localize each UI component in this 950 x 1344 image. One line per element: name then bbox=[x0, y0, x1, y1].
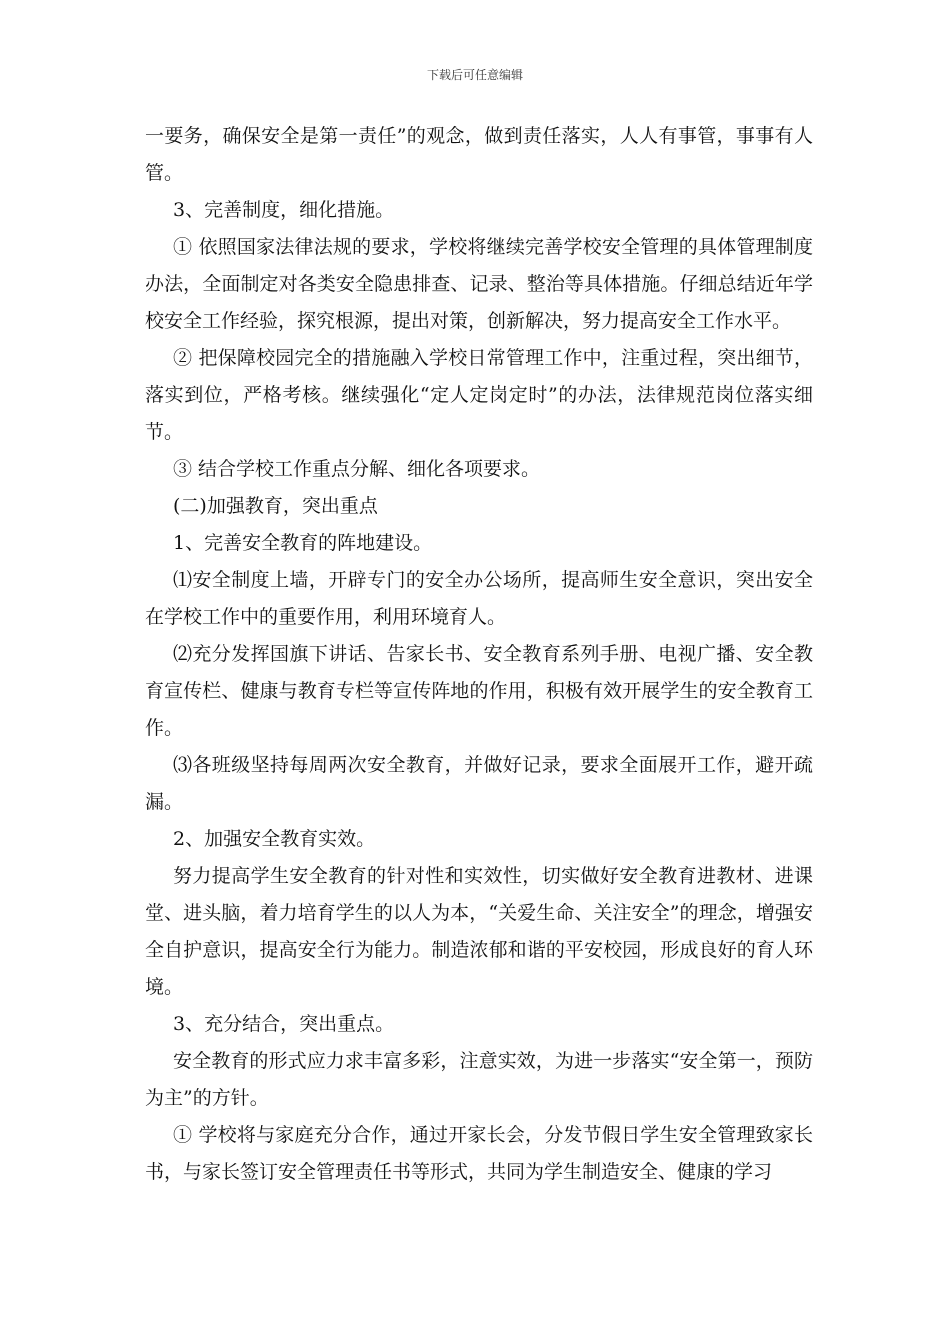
page-header: 下载后可任意编辑 bbox=[426, 68, 523, 82]
paragraph-9: ⑵充分发挥国旗下讲话、告家长书、安全教育系列手册、电视广播、安全教育宣传栏、健康与教育专栏等宣传阵地的作用，积极有效开展学生的安全教育工作。 bbox=[145, 643, 813, 739]
paragraph-6: (二)加强教育，突出重点 bbox=[173, 495, 378, 517]
paragraph-11: 2、加强安全教育实效。 bbox=[173, 828, 376, 850]
paragraph-3: ① 依照国家法律法规的要求，学校将继续完善学校安全管理的具体管理制度办法，全面制定对各类安全隐患排查、记录、整治等具体措施。仔细总结近年学校安全工作经验，探究根源，提出对策，创新解决，努力提高安全工作水平。 bbox=[145, 236, 813, 332]
paragraph-7: 1、完善安全教育的阵地建设。 bbox=[173, 532, 433, 554]
paragraph-10: ⑶各班级坚持每周两次安全教育，并做好记录，要求全面展开工作，避开疏漏。 bbox=[145, 754, 813, 813]
paragraph-1: 一要务，确保安全是第一责任”的观念，做到责任落实，人人有事管，事事有人管。 bbox=[145, 125, 813, 184]
document-body bbox=[145, 118, 813, 1191]
paragraph-5: ③ 结合学校工作重点分解、细化各项要求。 bbox=[173, 458, 541, 480]
paragraph-4: ② 把保障校园完全的措施融入学校日常管理工作中，注重过程，突出细节，落实到位，严格考核。继续强化“定人定岗定时”的办法，法律规范岗位落实细节。 bbox=[145, 347, 813, 443]
paragraph-14: 安全教育的形式应力求丰富多彩，注意实效，为进一步落实“安全第一，预防为主”的方针。 bbox=[145, 1050, 813, 1109]
paragraph-15: ① 学校将与家庭充分合作，通过开家长会，分发节假日学生安全管理致家长书，与家长签订安全管理责任书等形式，共同为学生制造安全、健康的学习 bbox=[145, 1124, 813, 1183]
paragraph-12: 努力提高学生安全教育的针对性和实效性，切实做好安全教育进教材、进课堂、进头脑，着力培育学生的以人为本，“关爱生命、关注安全”的理念，增强安全自护意识，提高安全行为能力。制造浓郁和谐的平安校园，形成良好的育人环境。 bbox=[145, 865, 813, 998]
paragraph-2: 3、完善制度，细化措施。 bbox=[173, 199, 395, 221]
paragraph-8: ⑴安全制度上墙，开辟专门的安全办公场所，提高师生安全意识，突出安全在学校工作中的重要作用，利用环境育人。 bbox=[145, 569, 813, 628]
paragraph-13: 3、充分结合，突出重点。 bbox=[173, 1013, 395, 1035]
